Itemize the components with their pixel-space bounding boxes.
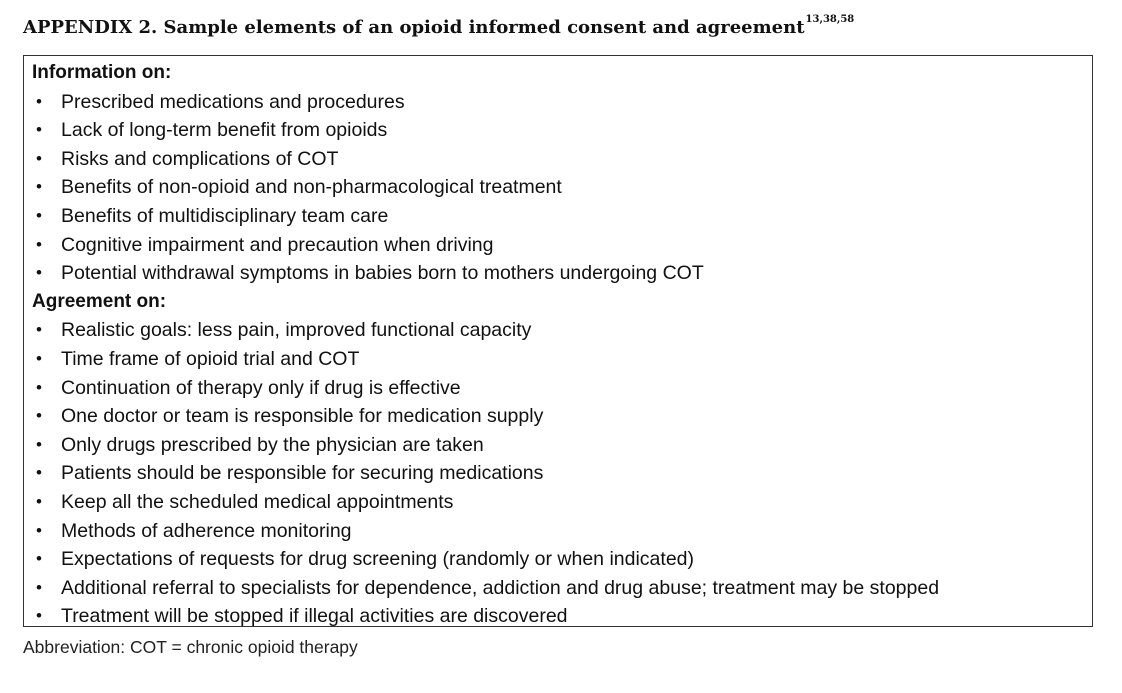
list-item: • Prescribed medications and procedures [32,88,1092,117]
appendix-title-text: APPENDIX 2. Sample elements of an opioid informed consent and agreement [23,17,805,38]
bullet-icon: • [36,205,42,225]
list-item: • Risks and complications of COT [32,145,1092,174]
information-heading: Information on: [32,62,172,83]
list-item: • Only drugs prescribed by the physician are taken [32,431,1092,460]
title-references: 13,38,58 [805,14,855,25]
abbreviation-footnote: Abbreviation: COT = chronic opioid therapy [23,637,358,657]
list-item: • Methods of adherence monitoring [32,517,1092,546]
bullet-icon: • [36,320,42,340]
consent-elements-box [23,55,1093,627]
list-item: • Potential withdrawal symptoms in babies born to mothers undergoing COT [32,259,1092,288]
information-list [32,88,1092,288]
bullet-icon: • [36,463,42,483]
agreement-heading: Agreement on: [32,290,167,312]
bullet-icon: • [36,406,42,426]
list-item: • Benefits of multidisciplinary team care [32,202,1092,231]
bullet-icon: • [36,91,42,111]
list-item: • Expectations of requests for drug screening (randomly or when indicated) [32,545,1092,574]
bullet-icon: • [36,606,42,626]
agreement-list [32,316,1092,631]
list-item: • Treatment will be stopped if illegal activities are discovered [32,602,1092,631]
list-item: • Lack of long-term benefit from opioids [32,116,1092,145]
bullet-icon: • [36,120,42,140]
bullet-icon: • [36,377,42,397]
bullet-icon: • [36,434,42,454]
appendix-title [23,14,855,38]
list-item: • Keep all the scheduled medical appointments [32,488,1092,517]
list-item: • Patients should be responsible for securing medications [32,459,1092,488]
list-item: • Realistic goals: less pain, improved functional capacity [32,316,1092,345]
bullet-icon: • [36,263,42,283]
list-item: • Benefits of non-opioid and non-pharmacological treatment [32,173,1092,202]
list-item: • One doctor or team is responsible for medication supply [32,402,1092,431]
bullet-icon: • [36,348,42,368]
bullet-icon: • [36,577,42,597]
bullet-icon: • [36,491,42,511]
list-item: • Time frame of opioid trial and COT [32,345,1092,374]
list-item: • Cognitive impairment and precaution when driving [32,231,1092,260]
bullet-icon: • [36,234,42,254]
list-item: • Continuation of therapy only if drug is effective [32,374,1092,403]
list-item: • Additional referral to specialists for dependence, addiction and drug abuse; treatment may be stopped [32,574,1092,603]
bullet-icon: • [36,177,42,197]
bullet-icon: • [36,148,42,168]
bullet-icon: • [36,520,42,540]
bullet-icon: • [36,549,42,569]
